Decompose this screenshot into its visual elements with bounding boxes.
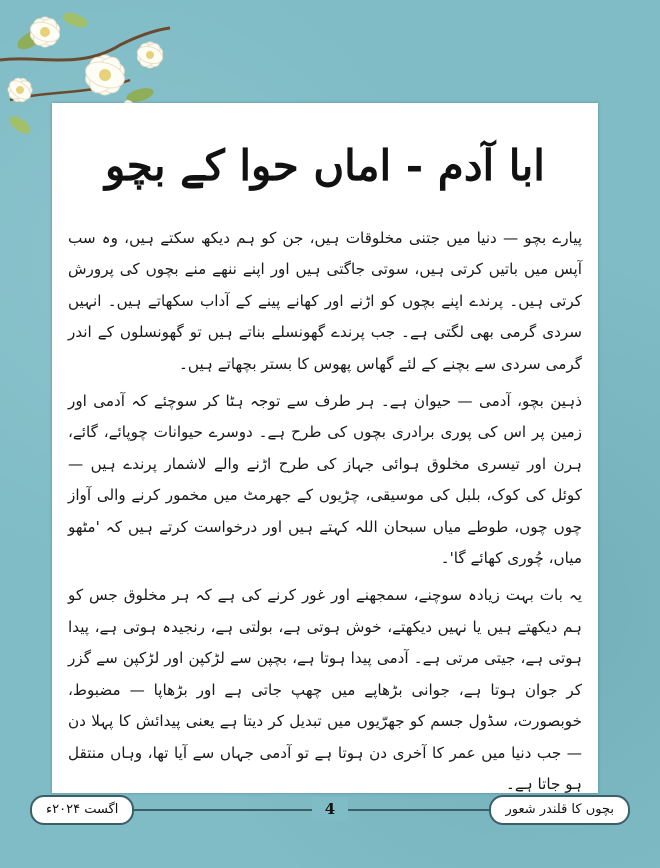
article-body: [68, 223, 582, 793]
paragraph-1: پیارے بچو — دنیا میں جتنی مخلوقات ہیں، جن کو ہم دیکھ سکتے ہیں، وہ سب آپس میں باتیں کرتی ہیں، سوتی جاگتی ہیں اور اپنے ننھے منے بچوں کی پرورش کرتی ہیں۔ پرندے اپنے بچوں کو اڑنے اور کھانے پینے کے آداب سکھاتے ہیں۔ انہیں سردی گرمی بھی لگتی ہے۔ جب پرندے گھونسلے بناتے ہیں تو گھونسلوں کے اندر گرمی سردی سے بچنے کے لئے گھاس پھوس کا بستر بچھاتے ہیں۔: [68, 229, 582, 373]
page-footer: [30, 795, 630, 823]
paragraph-2: ذہین بچو، آدمی — حیوان ہے۔ ہر طرف سے توجہ ہٹا کر سوچئے کہ آدمی اور زمین پر اس کی پوری برادری بچوں کی طرح ہے۔ دوسرے حیوانات چوپائے، گائے، ہرن اور تیسری مخلوق ہوائی جہاز کی طرح اڑنے والے لاشمار پرندے ہیں — کوئل کی کوک، بلبل کی موسیقی، چڑیوں کے جھرمٹ میں مخمور کرنے والی آواز چوں چوں، طوطے میاں سبحان اللہ کہتے ہیں اور درخواست کرتے ہیں کہ 'مٹھو میاں، چُوری کھائے گا'۔: [68, 392, 582, 568]
paragraph-3: یہ بات بہت زیادہ سوچنے، سمجھنے اور غور کرنے کی ہے کہ ہر مخلوق جس کو ہم دیکھتے ہیں یا نہیں دیکھتے، خوش ہوتی ہے، بولتی ہے، رنجیدہ ہوتی ہے، پیدا ہوتی ہے، جیتی مرتی ہے۔ آدمی پیدا ہوتا ہے، بچپن سے لڑکپن اور لڑکپن سے گزر کر جوان ہوتا ہے، جوانی بڑھاپے میں چھپ جاتی ہے اور بڑھاپا — مضبوط، خوبصورت، سڈول جسم کو جھرّیوں میں تبدیل کر دیتا ہے یعنی پیدائش کا پہلا دن — جب دنیا میں عمر کا آخری دن ہوتا ہے تو آدمی جہاں سے آیا تھا، وہاں منتقل ہو جاتا ہے۔: [68, 586, 582, 793]
article-title: ابا آدم - اماں حوا کے بچو: [105, 141, 545, 190]
issue-date: اگست ۲۰۲۴ء: [30, 795, 134, 825]
article-page: [52, 103, 598, 793]
page-number: 4: [312, 797, 348, 821]
magazine-name: بچوں کا قلندر شعور: [489, 795, 630, 825]
